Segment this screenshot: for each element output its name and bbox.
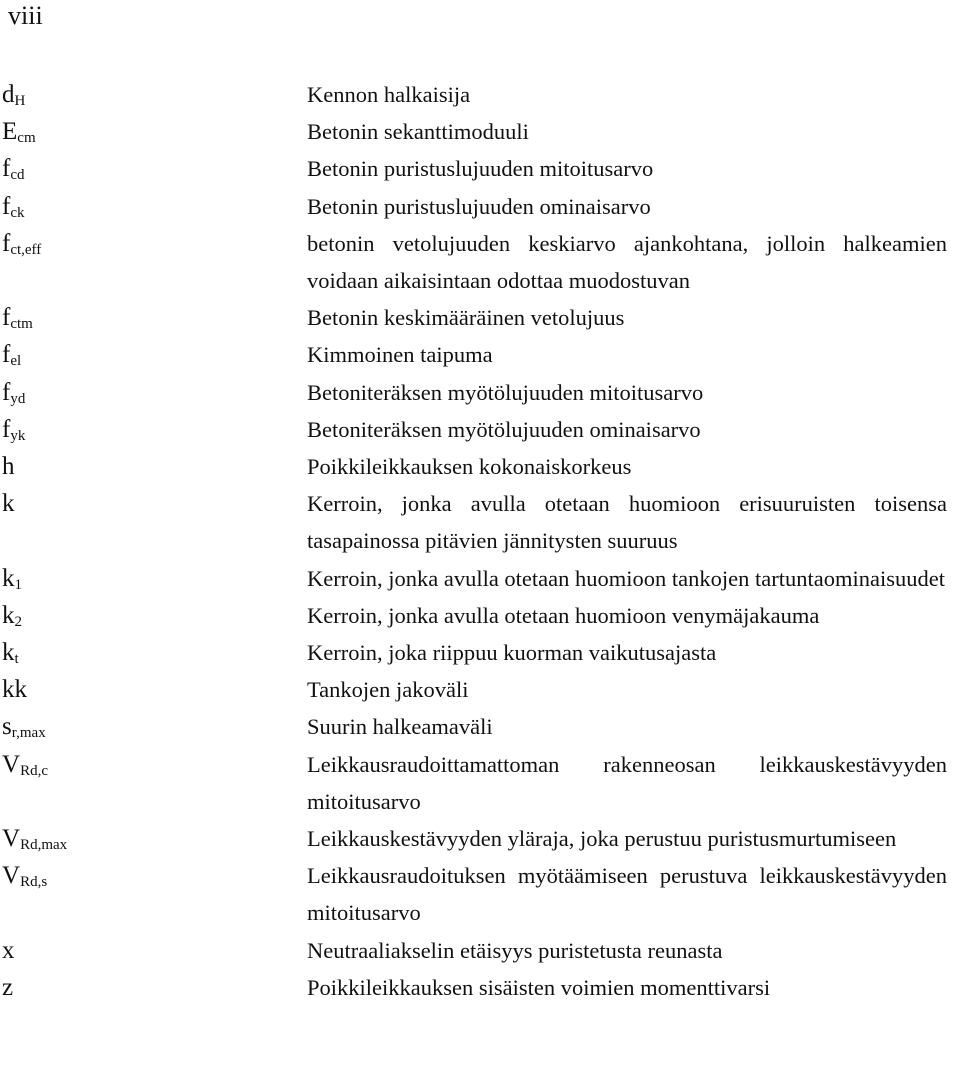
- symbol-description: betonin vetolujuuden keskiarvo ajankohtana, jolloin halkeamien voidaan aikaisintaan odottaa muodostuvan: [307, 230, 947, 294]
- list-item: [0, 113, 960, 150]
- symbol-description: Leikkausraudoituksen myötäämiseen perustuva leikkauskestävyyden mitoitusarvo: [307, 863, 947, 926]
- list-item: [0, 411, 960, 448]
- list-item: [0, 374, 960, 411]
- symbol-description: Neutraaliakselin etäisyys puristetusta reunasta: [307, 937, 723, 963]
- list-item: [0, 597, 960, 634]
- symbol-description: Poikkileikkauksen sisäisten voimien momenttivarsi: [307, 974, 771, 1000]
- symbol-description: Betonin puristuslujuuden ominaisarvo: [307, 193, 651, 219]
- symbol-list: [0, 76, 960, 1006]
- symbol-description: Kimmoinen taipuma: [307, 342, 493, 368]
- page-number: viii: [8, 1, 43, 30]
- list-item: [0, 969, 960, 1006]
- list-item: [0, 150, 960, 187]
- list-item: [0, 448, 960, 485]
- symbol-description: Poikkileikkauksen kokonaiskorkeus: [307, 454, 632, 480]
- symbol: kk: [2, 676, 27, 704]
- symbol: h: [2, 453, 15, 481]
- symbol: k: [2, 490, 15, 518]
- symbol-description: Suurin halkeamaväli: [307, 714, 493, 740]
- symbol: $V_{Rd,max}$: [2, 825, 68, 854]
- symbol: $k_t$: [2, 639, 19, 668]
- list-item: [0, 560, 960, 597]
- symbol: z: [2, 973, 14, 1001]
- symbol-description: Tankojen jakoväli: [307, 677, 469, 703]
- symbol-description: Kerroin, jonka avulla otetaan huomioon tankojen tartuntaominaisuudet: [307, 565, 945, 591]
- symbol-description: Betoniteräksen myötölujuuden ominaisarvo: [307, 416, 701, 442]
- symbol-description: Kennon halkaisija: [307, 82, 471, 107]
- symbol: $k_2$: [2, 601, 22, 630]
- symbol: $s_{r,max}$: [2, 713, 46, 742]
- list-item: [0, 336, 960, 373]
- list-item: [0, 634, 960, 671]
- symbol-description: Leikkausraudoittamattoman rakenneosan leikkauskestävyyden mitoitusarvo: [307, 751, 947, 814]
- list-item: [0, 708, 960, 745]
- list-item: [0, 299, 960, 336]
- list-item: [0, 671, 960, 708]
- list-item: [0, 188, 960, 225]
- symbol-description: Betonin sekanttimoduuli: [307, 119, 529, 145]
- list-item: [0, 820, 960, 857]
- symbol-description: Betoniteräksen myötölujuuden mitoitusarvo: [307, 379, 704, 405]
- symbol: $V_{Rd,c}$: [2, 750, 48, 779]
- symbol-description: Kerroin, jonka avulla otetaan huomioon venymäjakauma: [307, 602, 820, 628]
- list-item: [0, 485, 960, 559]
- symbol: $f_{yd}$: [2, 378, 26, 407]
- symbol-description: Kerroin, jonka avulla otetaan huomioon erisuuruisten toisensa tasapainossa pitävien jännitysten suuruus: [307, 491, 947, 554]
- symbol: $f_{ct,eff}$: [2, 229, 42, 258]
- symbol: $E_{cm}$: [2, 118, 36, 147]
- symbol-description: Betonin puristuslujuuden mitoitusarvo: [307, 156, 654, 182]
- list-item: [0, 225, 960, 299]
- list-item: [0, 746, 960, 820]
- list-item: [0, 932, 960, 969]
- symbol-description: Betonin keskimääräinen vetolujuus: [307, 305, 625, 331]
- list-item: [0, 857, 960, 931]
- symbol: $V_{Rd,s}$: [2, 862, 48, 891]
- symbol-description: Leikkauskestävyyden yläraja, joka perustuu puristusmurtumiseen: [307, 826, 897, 852]
- symbol: $f_{ctm}$: [2, 304, 33, 333]
- symbol-description: Kerroin, joka riippuu kuorman vaikutusajasta: [307, 640, 717, 666]
- symbol: $f_{cd}$: [2, 155, 25, 184]
- symbol: $f_{el}$: [2, 341, 22, 370]
- symbol: $f_{yk}$: [2, 415, 26, 444]
- list-item: [0, 76, 960, 113]
- symbol: x: [2, 936, 15, 964]
- symbol: $k_1$: [2, 564, 22, 593]
- symbol: $f_{ck}$: [2, 192, 25, 221]
- symbol: $d_H$: [2, 81, 26, 109]
